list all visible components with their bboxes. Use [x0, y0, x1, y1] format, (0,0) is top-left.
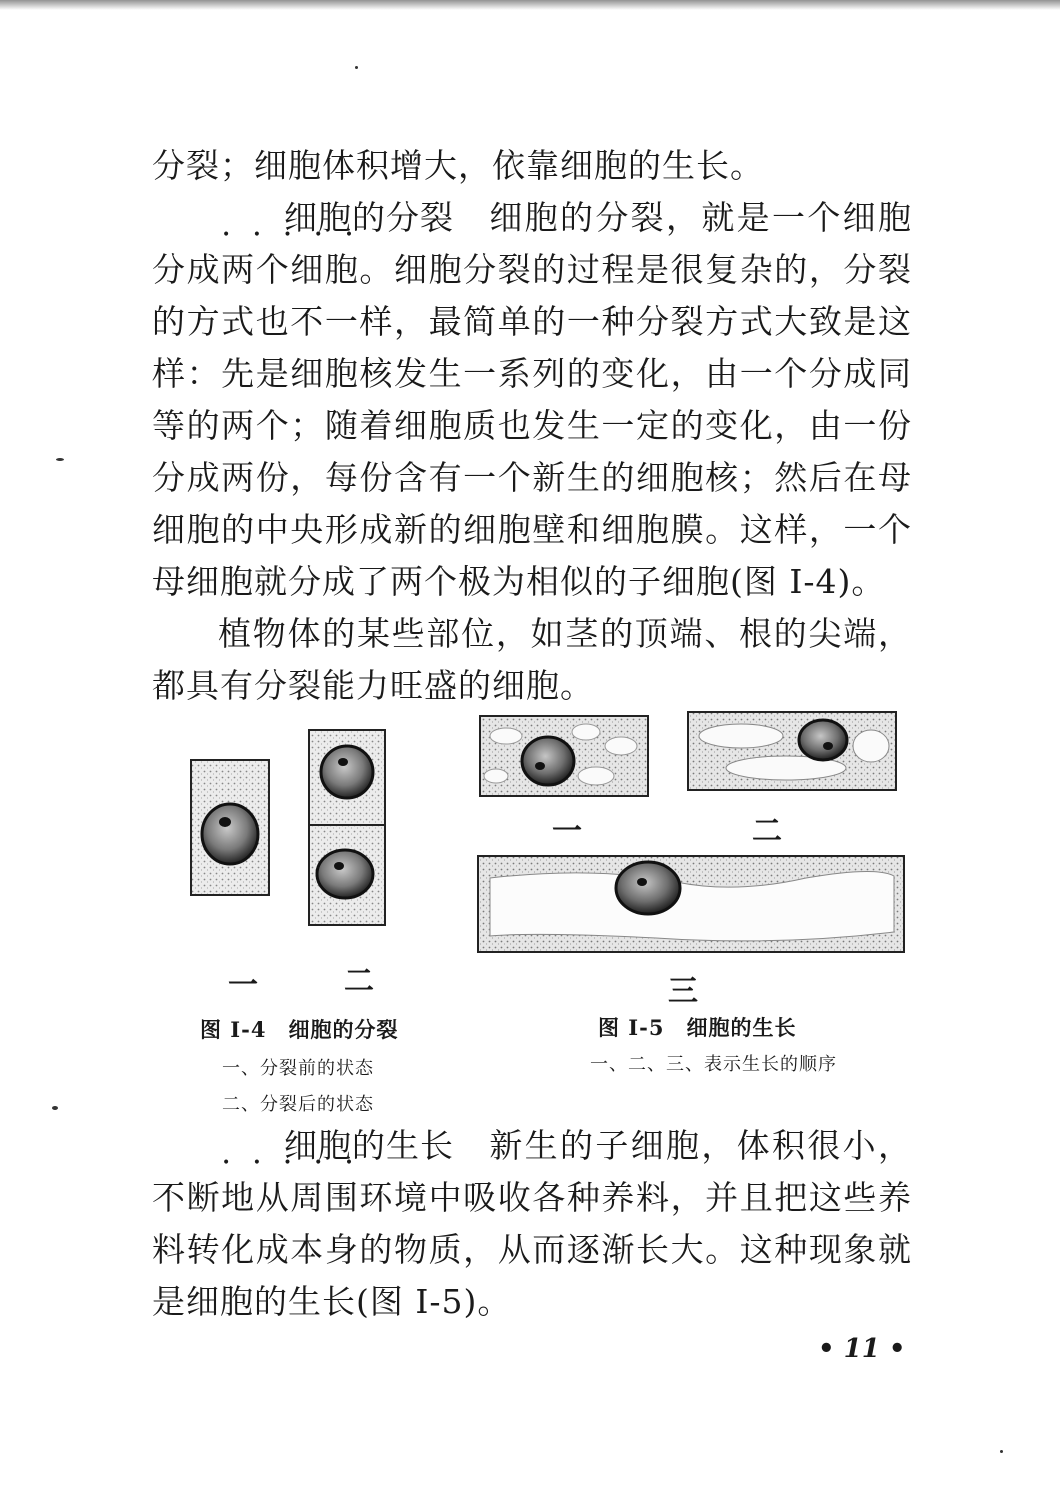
figure-i5-drawing: [476, 706, 906, 956]
term-cell-growth: 细胞的生长 • • •: [218, 1120, 454, 1172]
paragraph-cell-division-text: 细胞的分裂，就是一个细胞分成两个细胞。细胞分裂的过程是很复杂的，分裂的方式也不一样，最简单的一种分裂方式大致是这样：先是细胞核发生一系列的变化，由一个分成同等的两个；随着细胞质也发生一定的变化，由一份分成两份，每份含有一个新生的细胞核；然后在母细胞的中央形成新的细胞壁和细胞膜。这样，一个母细胞就分成了两个极为相似的子细胞(图 I-4)。: [152, 198, 912, 601]
paragraph-cell-growth-text: 新生的子细胞，体积很小，不断地从周围环境中吸收各种养料，并且把这些养料转化成本身的物质，从而逐渐长大。这种现象就是细胞的生长(图 I-5)。: [152, 1126, 912, 1321]
page-top-edge: [0, 0, 1060, 10]
figure-i4-caption-title: 图 I-4 细胞的分裂: [200, 1017, 399, 1042]
page-number: • 11 •: [818, 1334, 906, 1364]
figure-i5-panel-1: [480, 716, 648, 796]
figure-i4-panel-before: [191, 760, 269, 895]
figure-i5-panel-2: [688, 712, 896, 790]
figure-i5-panel-3: [478, 856, 904, 952]
paragraph-meristem: 植物体的某些部位，如茎的顶端、根的尖端，都具有分裂能力旺盛的细胞。: [152, 614, 912, 705]
term-cell-division: 细胞的分裂 • • •: [218, 192, 454, 244]
figure-i5-label-2: 二: [752, 814, 782, 849]
scan-speck: [56, 458, 64, 461]
scan-speck: [355, 66, 358, 69]
paragraph-cell-growth: [152, 1120, 912, 1328]
figure-i4-caption-line-2: 二、分裂后的状态: [222, 1094, 374, 1115]
figure-i4-panel-after: [309, 730, 385, 925]
figure-i4-label-2: 二: [344, 964, 374, 999]
scan-speck: [52, 1106, 58, 1110]
paragraph-cell-division: [152, 192, 912, 608]
figure-i4-label-1: 一: [228, 968, 258, 1003]
figure-i5-caption-line-1: 一、二、三、表示生长的顺序: [590, 1054, 837, 1075]
scan-speck: [1000, 1450, 1003, 1453]
figure-i5-caption-title: 图 I-5 细胞的生长: [598, 1015, 797, 1040]
figure-i5-label-1: 一: [552, 814, 582, 849]
figure-i5-label-3: 三: [668, 974, 698, 1009]
figure-i4-drawing: [185, 722, 405, 932]
figure-i4-caption-line-1: 一、分裂前的状态: [222, 1058, 374, 1079]
paragraph-1: 分裂；细胞体积增大，依靠细胞的生长。: [152, 146, 764, 185]
